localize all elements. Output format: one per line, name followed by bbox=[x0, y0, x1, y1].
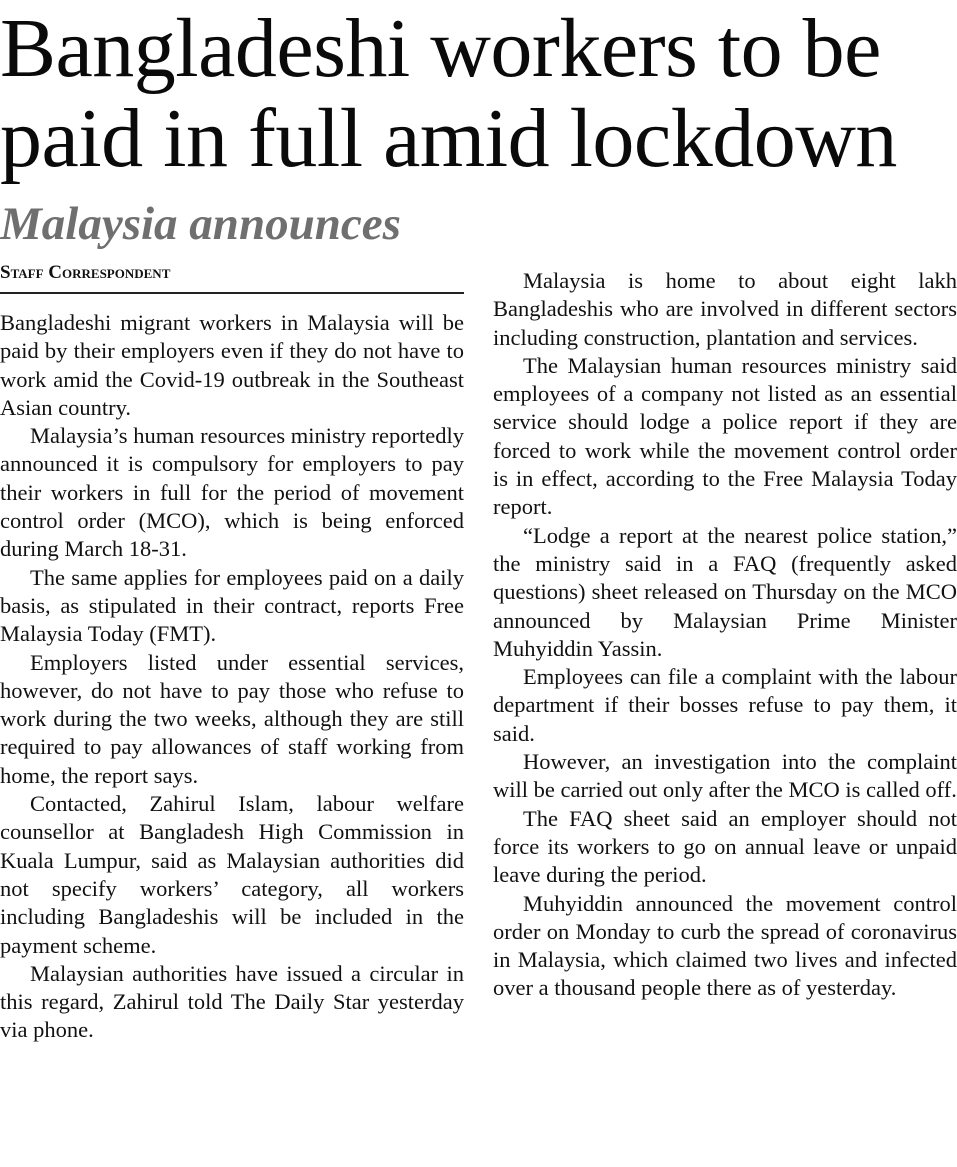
body-paragraph: Malaysia’s human resources ministry reportedly announced it is compulsory for employers to pay their workers in full for the period of movement control order (MCO), which is being enforced during March 18-31. bbox=[0, 423, 464, 562]
body-paragraph: Muhyiddin announced the movement control order on Monday to curb the spread of coronavirus in Malaysia, which claimed two lives and infected over a thousand people there as of yesterday. bbox=[493, 890, 957, 1001]
body-paragraph: Employers listed under essential services, however, do not have to pay those who refuse to work during the two weeks, although they are still required to pay allowances of staff working from home, the report says. bbox=[0, 649, 464, 788]
body-paragraph: The same applies for employees paid on a daily basis, as stipulated in their contract, reports Free Malaysia Today (FMT). bbox=[0, 564, 464, 647]
body-paragraph: Contacted, Zahirul Islam, labour welfare counsellor at Bangladesh High Commission in Kuala Lumpur, said as Malaysian authorities did not specify workers’ category, all workers including Bangladeshis will be included in the payment scheme. bbox=[0, 791, 464, 958]
body-paragraph: The FAQ sheet said an employer should not force its workers to go on annual leave or unpaid leave during the period. bbox=[493, 805, 957, 888]
article-subheadline: Malaysia announces bbox=[0, 198, 401, 250]
article-left-column bbox=[0, 309, 464, 1045]
article-byline: Staff Correspondent bbox=[0, 262, 464, 294]
body-paragraph: Bangladeshi migrant workers in Malaysia will be paid by their employers even if they do not have to work amid the Covid-19 outbreak in the Southeast Asian country. bbox=[0, 310, 464, 420]
body-paragraph: Malaysia is home to about eight lakh Bangladeshis who are involved in different sectors including construction, plantation and services. bbox=[493, 268, 957, 350]
body-paragraph: The Malaysian human resources ministry said employees of a company not listed as an essential service should lodge a police report if they are forced to work while the movement control order is in effect, according to the Free Malaysia Today report. bbox=[493, 352, 957, 520]
body-paragraph: Employees can file a complaint with the labour department if their bosses refuse to pay them, it said. bbox=[493, 664, 957, 746]
article-right-column bbox=[493, 267, 957, 1003]
body-paragraph: However, an investigation into the complaint will be carried out only after the MCO is called off. bbox=[493, 749, 957, 803]
article-headline: Bangladeshi workers to be paid in full amid lockdown bbox=[0, 2, 897, 185]
body-paragraph: “Lodge a report at the nearest police station,” the ministry said in a FAQ (frequently asked questions) sheet released on Thursday on the MCO announced by Malaysian Prime Minister Muhyiddin Yassin. bbox=[493, 522, 957, 661]
body-paragraph: Malaysian authorities have issued a circular in this regard, Zahirul told The Daily Star yesterday via phone. bbox=[0, 960, 464, 1043]
